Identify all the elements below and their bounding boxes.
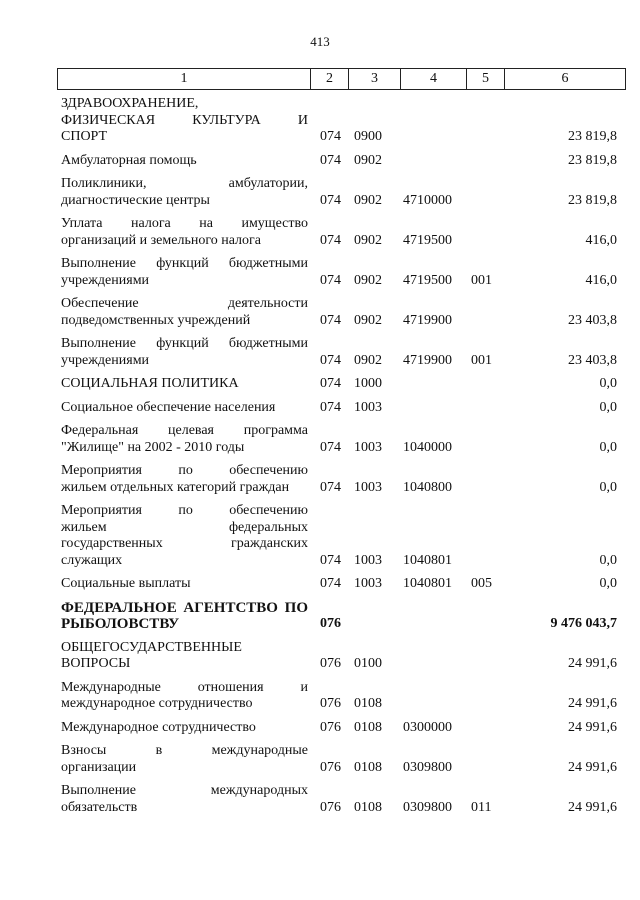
row-name — [57, 640, 310, 673]
row-code-target: 4710000 — [403, 192, 452, 208]
row-name — [57, 400, 310, 417]
row-name-line: обязательств — [61, 799, 138, 815]
row-name — [57, 423, 310, 456]
table-row — [57, 400, 625, 417]
row-code-ministry: 076 — [320, 616, 341, 631]
row-amount: 416,0 — [585, 272, 617, 288]
table-row — [57, 256, 625, 289]
row-name-line: Международное сотрудничество — [61, 719, 256, 735]
row-code-ministry: 076 — [320, 696, 341, 711]
row-code-target: 4719500 — [403, 232, 452, 248]
row-code-target: 0309800 — [403, 799, 452, 815]
table-row — [57, 503, 625, 569]
row-name — [57, 743, 310, 776]
row-name — [57, 783, 310, 816]
row-name-line: Взносы в международные — [61, 743, 308, 758]
row-amount: 0,0 — [599, 399, 617, 415]
row-name-line: Федеральная целевая программа — [61, 423, 308, 438]
row-code-section: 0902 — [354, 232, 382, 248]
row-name-line: Обеспечение деятельности — [61, 296, 308, 311]
row-name — [57, 376, 310, 393]
row-code-section: 1000 — [354, 376, 382, 391]
row-amount: 24 991,6 — [568, 799, 617, 815]
row-code-section: 0108 — [354, 696, 382, 711]
row-code-section: 0902 — [354, 192, 382, 208]
row-code-section: 1003 — [354, 576, 382, 591]
row-amount: 416,0 — [585, 232, 617, 248]
row-name-line: ВОПРОСЫ — [61, 656, 131, 671]
row-code-section: 0900 — [354, 129, 382, 144]
row-amount: 24 991,6 — [568, 719, 617, 735]
row-code-target: 4719500 — [403, 272, 452, 288]
column-header-table — [57, 68, 626, 90]
row-amount: 0,0 — [599, 439, 617, 455]
row-code-ministry: 074 — [320, 439, 341, 455]
row-code-ministry: 076 — [320, 656, 341, 671]
row-code-section: 0902 — [354, 152, 382, 168]
row-code-target: 4719900 — [403, 312, 452, 328]
row-name — [57, 216, 310, 249]
row-name-line: диагностические центры — [61, 192, 210, 208]
row-amount: 0,0 — [599, 479, 617, 495]
row-code-ministry: 076 — [320, 759, 341, 775]
row-name-line: жильем отдельных категорий граждан — [61, 479, 290, 495]
column-header-2: 2 — [311, 69, 349, 90]
row-amount: 24 991,6 — [568, 696, 617, 711]
row-code-ministry: 074 — [320, 152, 341, 168]
column-header-5: 5 — [467, 69, 505, 90]
row-name-line: служащих — [61, 552, 123, 568]
row-name — [57, 256, 310, 289]
table-row — [57, 376, 625, 393]
row-code-target: 0309800 — [403, 759, 452, 775]
row-name — [57, 600, 310, 633]
row-name — [57, 153, 310, 170]
column-header-4: 4 — [401, 69, 467, 90]
row-code-ministry: 074 — [320, 552, 341, 568]
row-name-line: жильем федеральных — [61, 519, 308, 535]
table-row — [57, 296, 625, 329]
row-code-ministry: 074 — [320, 192, 341, 208]
table-row — [57, 423, 625, 456]
row-amount: 24 991,6 — [568, 759, 617, 775]
row-code-target: 1040801 — [403, 552, 452, 568]
row-amount: 9 476 043,7 — [550, 616, 617, 631]
row-name-line: международное сотрудничество — [61, 696, 253, 711]
row-name-line: учреждениями — [61, 272, 150, 288]
row-code-expense-type: 001 — [471, 272, 492, 288]
row-code-ministry: 076 — [320, 799, 341, 815]
row-amount: 0,0 — [599, 576, 617, 591]
row-amount: 23 403,8 — [568, 312, 617, 328]
row-name-line: Международные отношения и — [61, 679, 308, 695]
row-code-expense-type: 011 — [471, 799, 492, 815]
row-name-line: Мероприятия по обеспечению — [61, 503, 308, 518]
table-row — [57, 743, 625, 776]
column-header-1: 1 — [58, 69, 311, 90]
row-code-target: 0300000 — [403, 719, 452, 735]
row-amount: 0,0 — [599, 552, 617, 568]
row-code-section: 1003 — [354, 479, 382, 495]
row-amount: 23 403,8 — [568, 352, 617, 368]
budget-table-body — [57, 96, 625, 823]
row-name-line: СПОРТ — [61, 129, 108, 144]
row-code-ministry: 074 — [320, 232, 341, 248]
row-code-ministry: 074 — [320, 479, 341, 495]
row-name-line: "Жилище" на 2002 - 2010 годы — [61, 439, 245, 455]
row-name-line: Мероприятия по обеспечению — [61, 463, 308, 478]
row-amount: 23 819,8 — [568, 129, 617, 144]
row-name — [57, 503, 310, 569]
row-name-line: государственных гражданских — [61, 536, 308, 551]
row-name-line: ОБЩЕГОСУДАРСТВЕННЫЕ — [61, 639, 242, 655]
column-header-3: 3 — [349, 69, 401, 90]
table-row — [57, 640, 625, 673]
table-row — [57, 720, 625, 737]
row-name-line: Поликлиники, амбулатории, — [61, 176, 308, 191]
row-code-section: 0108 — [354, 759, 382, 775]
row-name — [57, 720, 310, 737]
column-header-6: 6 — [505, 69, 626, 90]
row-name-line: РЫБОЛОВСТВУ — [61, 616, 180, 632]
row-name-line: ЗДРАВООХРАНЕНИЕ, — [61, 96, 199, 111]
row-amount: 23 819,8 — [568, 192, 617, 208]
table-row — [57, 783, 625, 816]
row-code-section: 0902 — [354, 272, 382, 288]
row-name-line: ФИЗИЧЕСКАЯ КУЛЬТУРА И — [61, 112, 308, 128]
row-name-line: СОЦИАЛЬНАЯ ПОЛИТИКА — [61, 376, 239, 391]
row-code-target: 4719900 — [403, 352, 452, 368]
row-code-ministry: 074 — [320, 352, 341, 368]
table-row — [57, 600, 625, 633]
row-amount: 23 819,8 — [568, 152, 617, 168]
table-row — [57, 576, 625, 593]
row-name — [57, 296, 310, 329]
row-name — [57, 176, 310, 209]
row-name-line: Уплата налога на имущество — [61, 216, 308, 231]
column-header-row — [58, 69, 626, 90]
row-code-section: 1003 — [354, 552, 382, 568]
row-code-expense-type: 005 — [471, 576, 492, 591]
row-code-ministry: 074 — [320, 312, 341, 328]
row-code-section: 1003 — [354, 439, 382, 455]
row-code-section: 1003 — [354, 399, 382, 415]
row-name-line: организаций и земельного налога — [61, 232, 261, 248]
table-row — [57, 680, 625, 713]
page-number: 413 — [310, 34, 330, 49]
row-amount: 24 991,6 — [568, 656, 617, 671]
row-amount: 0,0 — [599, 376, 617, 391]
row-code-section: 0100 — [354, 656, 382, 671]
row-code-section: 0108 — [354, 799, 382, 815]
row-name-line: Выполнение международных — [61, 783, 308, 798]
table-row — [57, 336, 625, 369]
row-code-target: 1040801 — [403, 576, 452, 591]
row-code-ministry: 074 — [320, 129, 341, 144]
table-row — [57, 96, 625, 146]
row-name-line: учреждениями — [61, 352, 150, 368]
row-name-line: Выполнение функций бюджетными — [61, 336, 308, 351]
row-name-line: подведомственных учреждений — [61, 312, 251, 328]
row-name-line: ФЕДЕРАЛЬНОЕ АГЕНТСТВО ПО — [61, 599, 308, 616]
row-name-line: Выполнение функций бюджетными — [61, 256, 308, 271]
row-code-ministry: 076 — [320, 719, 341, 735]
row-code-section: 0902 — [354, 352, 382, 368]
row-code-expense-type: 001 — [471, 352, 492, 368]
row-code-target: 1040800 — [403, 479, 452, 495]
table-row — [57, 463, 625, 496]
row-code-section: 0902 — [354, 312, 382, 328]
table-row — [57, 153, 625, 170]
row-name-line: Амбулаторная помощь — [61, 152, 197, 168]
row-code-ministry: 074 — [320, 272, 341, 288]
row-code-ministry: 074 — [320, 399, 341, 415]
row-name — [57, 576, 310, 593]
row-code-ministry: 074 — [320, 576, 341, 591]
row-name — [57, 96, 310, 146]
table-row — [57, 216, 625, 249]
row-code-section: 0108 — [354, 719, 382, 735]
row-name — [57, 463, 310, 496]
table-row — [57, 176, 625, 209]
row-code-target: 1040000 — [403, 439, 452, 455]
row-name-line: организации — [61, 759, 137, 775]
row-name-line: Социальное обеспечение населения — [61, 399, 276, 415]
row-name — [57, 336, 310, 369]
row-code-ministry: 074 — [320, 376, 341, 391]
row-name-line: Социальные выплаты — [61, 576, 191, 591]
row-name — [57, 680, 310, 713]
